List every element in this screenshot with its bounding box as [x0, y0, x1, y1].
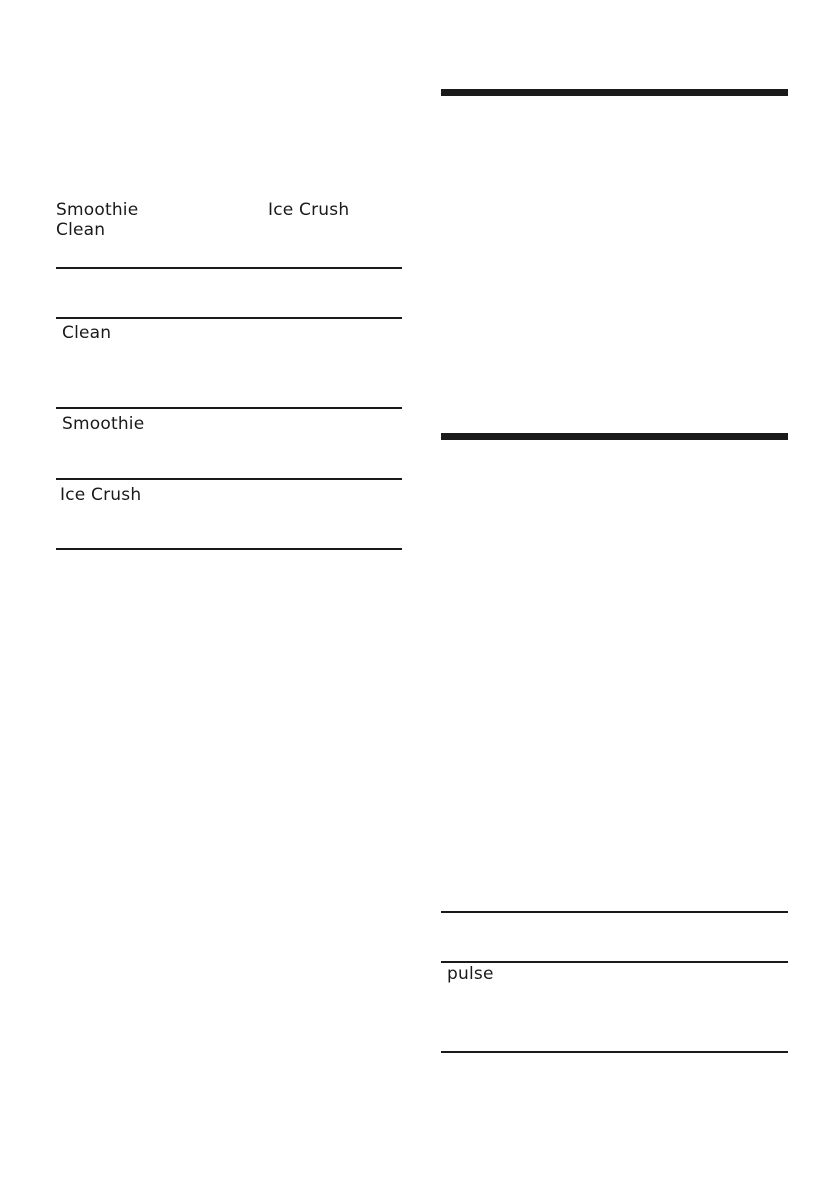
left-table-row-clean: Clean — [62, 323, 112, 343]
right-section-rule-middle — [441, 433, 788, 440]
right-table-header-top-rule — [441, 911, 788, 913]
left-table-header-top-rule — [56, 267, 402, 269]
left-table-row-divider — [56, 478, 402, 480]
right-section-rule-top — [441, 89, 788, 96]
program-list-ice-crush: Ice Crush — [268, 200, 350, 220]
right-table-header-bottom-rule — [441, 961, 788, 963]
right-table-bottom-rule — [441, 1051, 788, 1053]
program-list-clean: Clean — [56, 220, 106, 240]
left-table-bottom-rule — [56, 548, 402, 550]
left-table-row-smoothie: Smoothie — [62, 414, 145, 434]
left-table-header-bottom-rule — [56, 317, 402, 319]
right-table-row-pulse: pulse — [447, 964, 494, 984]
left-table-row-ice-crush: Ice Crush — [60, 485, 142, 505]
program-list-smoothie: Smoothie — [56, 200, 139, 220]
left-table-row-divider — [56, 407, 402, 409]
